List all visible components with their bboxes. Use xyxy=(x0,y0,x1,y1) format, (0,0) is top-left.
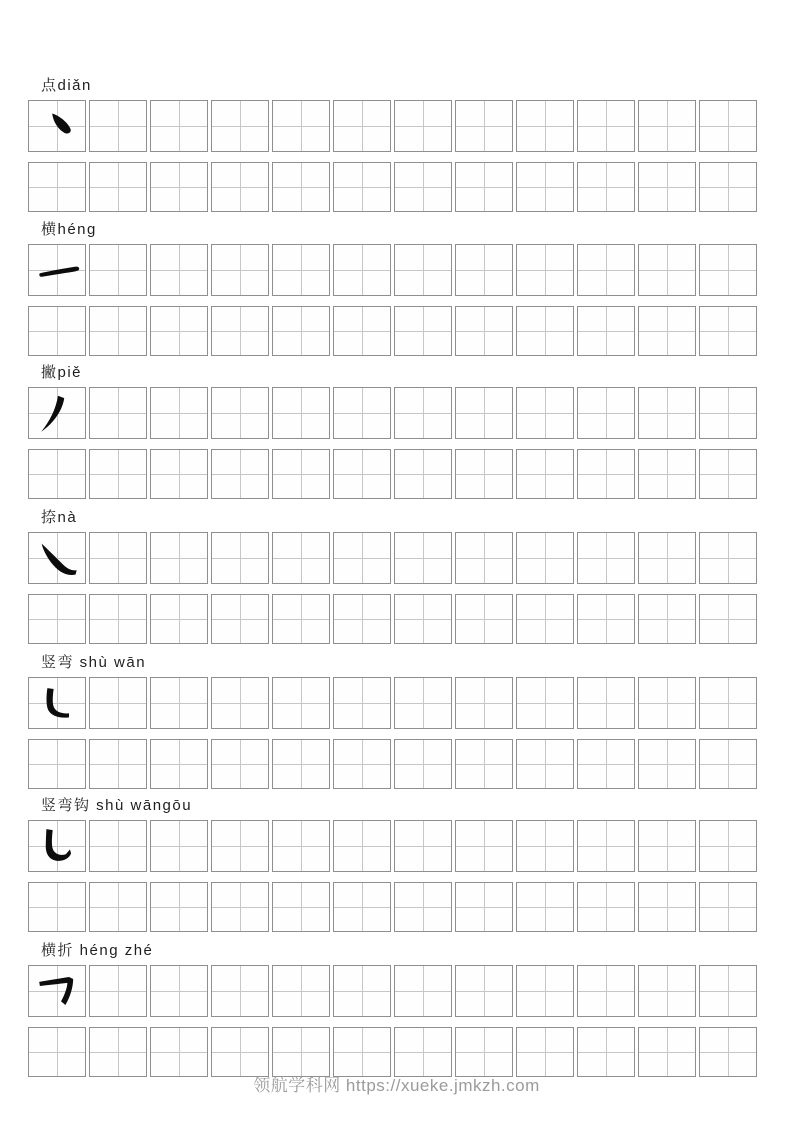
practice-cell xyxy=(394,594,452,644)
practice-cell xyxy=(150,739,208,789)
practice-cell xyxy=(699,100,757,152)
practice-cell xyxy=(211,387,269,439)
practice-cell xyxy=(333,882,391,932)
practice-cell xyxy=(150,820,208,872)
practice-cell xyxy=(333,100,391,152)
practice-cell xyxy=(638,594,696,644)
practice-cell xyxy=(455,387,513,439)
practice-cell xyxy=(89,387,147,439)
practice-cell xyxy=(394,1027,452,1077)
stroke-glyph-na xyxy=(29,533,85,583)
practice-cell xyxy=(638,820,696,872)
practice-cell xyxy=(333,594,391,644)
practice-cell xyxy=(272,162,330,212)
practice-cell xyxy=(577,449,635,499)
practice-cell xyxy=(89,594,147,644)
practice-cell xyxy=(394,820,452,872)
practice-cell xyxy=(272,100,330,152)
practice-cell xyxy=(455,739,513,789)
practice-cell xyxy=(28,162,86,212)
practice-cell xyxy=(150,594,208,644)
practice-row-extra xyxy=(28,162,757,212)
practice-cell xyxy=(211,306,269,356)
practice-cell xyxy=(577,532,635,584)
practice-cell xyxy=(699,882,757,932)
practice-cell xyxy=(638,882,696,932)
practice-cell xyxy=(272,532,330,584)
practice-cell xyxy=(89,306,147,356)
practice-cell xyxy=(455,532,513,584)
practice-cell xyxy=(638,965,696,1017)
practice-cell xyxy=(516,306,574,356)
stroke-section-hengzhe xyxy=(28,943,757,1077)
stroke-label-shuwan: 竖弯 shù wān xyxy=(41,654,147,671)
practice-cell xyxy=(211,965,269,1017)
practice-row-extra xyxy=(28,594,757,644)
practice-cell xyxy=(699,965,757,1017)
practice-cell xyxy=(394,306,452,356)
practice-cell xyxy=(699,162,757,212)
practice-cell xyxy=(150,449,208,499)
practice-cell xyxy=(577,677,635,729)
practice-cell xyxy=(638,162,696,212)
stroke-section-pie xyxy=(28,365,757,499)
practice-cell xyxy=(699,820,757,872)
practice-cell xyxy=(272,306,330,356)
practice-cell xyxy=(89,882,147,932)
practice-row-extra xyxy=(28,739,757,789)
practice-cell xyxy=(211,532,269,584)
practice-cell xyxy=(211,449,269,499)
practice-cell xyxy=(333,820,391,872)
practice-cell xyxy=(150,306,208,356)
practice-cell xyxy=(272,594,330,644)
practice-cell xyxy=(89,244,147,296)
practice-row-extra xyxy=(28,449,757,499)
practice-cell xyxy=(577,100,635,152)
practice-row-main xyxy=(28,532,757,584)
practice-cell xyxy=(638,1027,696,1077)
practice-cell xyxy=(455,162,513,212)
practice-cell xyxy=(150,100,208,152)
practice-cell xyxy=(455,1027,513,1077)
stroke-glyph-shuwan xyxy=(29,678,85,728)
practice-cell xyxy=(394,449,452,499)
practice-cell xyxy=(638,387,696,439)
stroke-label-pie: 撇piě xyxy=(41,364,83,381)
practice-cell xyxy=(577,306,635,356)
practice-cell xyxy=(150,677,208,729)
practice-row-extra xyxy=(28,1027,757,1077)
practice-cell xyxy=(333,739,391,789)
practice-cell xyxy=(150,387,208,439)
stroke-section-na xyxy=(28,510,757,644)
practice-cell xyxy=(516,100,574,152)
practice-cell xyxy=(516,677,574,729)
practice-cell xyxy=(89,449,147,499)
practice-cell xyxy=(699,244,757,296)
stroke-glyph-pie xyxy=(29,388,85,438)
practice-cell xyxy=(211,882,269,932)
practice-row-extra xyxy=(28,882,757,932)
practice-row-main xyxy=(28,244,757,296)
practice-cell xyxy=(577,820,635,872)
practice-cell xyxy=(28,739,86,789)
practice-cell xyxy=(394,162,452,212)
practice-cell xyxy=(638,100,696,152)
practice-cell xyxy=(455,882,513,932)
practice-cell xyxy=(150,532,208,584)
practice-cell xyxy=(211,739,269,789)
stroke-glyph-shuwangou xyxy=(29,821,85,871)
stroke-label-na: 捺nà xyxy=(41,509,78,526)
practice-cell xyxy=(272,739,330,789)
practice-cell xyxy=(455,820,513,872)
stroke-label-heng: 横héng xyxy=(41,221,97,238)
practice-cell xyxy=(150,965,208,1017)
practice-cell xyxy=(272,1027,330,1077)
practice-cell xyxy=(638,244,696,296)
practice-cell xyxy=(28,965,86,1017)
watermark: 领航学科网 https://xueke.jmkzh.com xyxy=(253,1076,540,1095)
practice-cell xyxy=(394,882,452,932)
practice-cell xyxy=(455,100,513,152)
practice-cell xyxy=(272,244,330,296)
practice-cell xyxy=(455,965,513,1017)
stroke-label-dian: 点diǎn xyxy=(41,77,92,94)
practice-cell xyxy=(455,677,513,729)
practice-cell xyxy=(516,882,574,932)
practice-cell xyxy=(516,244,574,296)
stroke-label-shuwangou: 竖弯钩 shù wāngōu xyxy=(41,797,193,814)
stroke-label-hengzhe: 横折 héng zhé xyxy=(41,942,154,959)
practice-cell xyxy=(28,449,86,499)
practice-cell xyxy=(272,677,330,729)
practice-cell xyxy=(516,965,574,1017)
practice-cell xyxy=(394,244,452,296)
practice-cell xyxy=(516,387,574,439)
practice-cell xyxy=(516,162,574,212)
practice-cell xyxy=(638,677,696,729)
stroke-section-shuwan xyxy=(28,655,757,789)
practice-cell xyxy=(333,387,391,439)
practice-cell xyxy=(333,306,391,356)
practice-cell xyxy=(516,739,574,789)
practice-cell xyxy=(272,820,330,872)
stroke-glyph-hengzhe xyxy=(29,966,85,1016)
practice-cell xyxy=(333,449,391,499)
practice-row-main xyxy=(28,677,757,729)
practice-cell xyxy=(577,739,635,789)
practice-cell xyxy=(150,1027,208,1077)
practice-cell xyxy=(211,677,269,729)
practice-cell xyxy=(333,1027,391,1077)
practice-cell xyxy=(89,100,147,152)
practice-row-extra xyxy=(28,306,757,356)
practice-cell xyxy=(699,594,757,644)
stroke-glyph-heng xyxy=(29,245,85,295)
practice-cell xyxy=(516,820,574,872)
practice-cell xyxy=(28,882,86,932)
practice-cell xyxy=(211,594,269,644)
practice-cell xyxy=(150,244,208,296)
practice-cell xyxy=(211,244,269,296)
practice-cell xyxy=(333,532,391,584)
practice-cell xyxy=(89,1027,147,1077)
practice-cell xyxy=(394,100,452,152)
practice-cell xyxy=(577,162,635,212)
practice-cell xyxy=(272,387,330,439)
practice-cell xyxy=(211,1027,269,1077)
practice-cell xyxy=(89,965,147,1017)
practice-cell xyxy=(455,449,513,499)
practice-cell xyxy=(333,965,391,1017)
practice-cell xyxy=(699,449,757,499)
practice-cell xyxy=(28,532,86,584)
practice-cell xyxy=(699,1027,757,1077)
practice-cell xyxy=(272,882,330,932)
practice-cell xyxy=(699,306,757,356)
practice-cell xyxy=(28,244,86,296)
practice-cell xyxy=(89,162,147,212)
practice-cell xyxy=(577,594,635,644)
stroke-glyph-dian xyxy=(29,101,85,151)
practice-cell xyxy=(516,532,574,584)
practice-cell xyxy=(516,1027,574,1077)
practice-cell xyxy=(699,677,757,729)
practice-cell xyxy=(394,739,452,789)
practice-cell xyxy=(577,387,635,439)
practice-cell xyxy=(150,882,208,932)
practice-cell xyxy=(455,594,513,644)
practice-cell xyxy=(577,965,635,1017)
practice-cell xyxy=(394,532,452,584)
stroke-section-dian xyxy=(28,78,757,212)
practice-cell xyxy=(638,532,696,584)
practice-cell xyxy=(638,306,696,356)
practice-cell xyxy=(516,594,574,644)
practice-cell xyxy=(272,965,330,1017)
practice-cell xyxy=(89,532,147,584)
practice-cell xyxy=(211,820,269,872)
practice-cell xyxy=(28,306,86,356)
practice-cell xyxy=(394,965,452,1017)
practice-cell xyxy=(272,449,330,499)
stroke-section-shuwangou xyxy=(28,798,757,932)
practice-cell xyxy=(150,162,208,212)
practice-cell xyxy=(89,820,147,872)
practice-cell xyxy=(211,100,269,152)
practice-cell xyxy=(699,532,757,584)
practice-row-main xyxy=(28,820,757,872)
practice-cell xyxy=(699,387,757,439)
practice-cell xyxy=(28,100,86,152)
practice-cell xyxy=(638,449,696,499)
practice-cell xyxy=(333,162,391,212)
practice-row-main xyxy=(28,387,757,439)
practice-cell xyxy=(699,739,757,789)
practice-cell xyxy=(455,244,513,296)
practice-cell xyxy=(89,677,147,729)
practice-cell xyxy=(455,306,513,356)
practice-cell xyxy=(333,677,391,729)
practice-cell xyxy=(28,594,86,644)
practice-cell xyxy=(394,387,452,439)
stroke-section-heng xyxy=(28,222,757,356)
practice-cell xyxy=(577,882,635,932)
practice-row-main xyxy=(28,100,757,152)
practice-cell xyxy=(28,1027,86,1077)
practice-cell xyxy=(394,677,452,729)
practice-cell xyxy=(333,244,391,296)
practice-row-main xyxy=(28,965,757,1017)
practice-cell xyxy=(89,739,147,789)
practice-cell xyxy=(577,1027,635,1077)
practice-cell xyxy=(638,739,696,789)
practice-cell xyxy=(28,820,86,872)
practice-cell xyxy=(28,677,86,729)
practice-cell xyxy=(516,449,574,499)
practice-cell xyxy=(577,244,635,296)
practice-cell xyxy=(211,162,269,212)
practice-cell xyxy=(28,387,86,439)
